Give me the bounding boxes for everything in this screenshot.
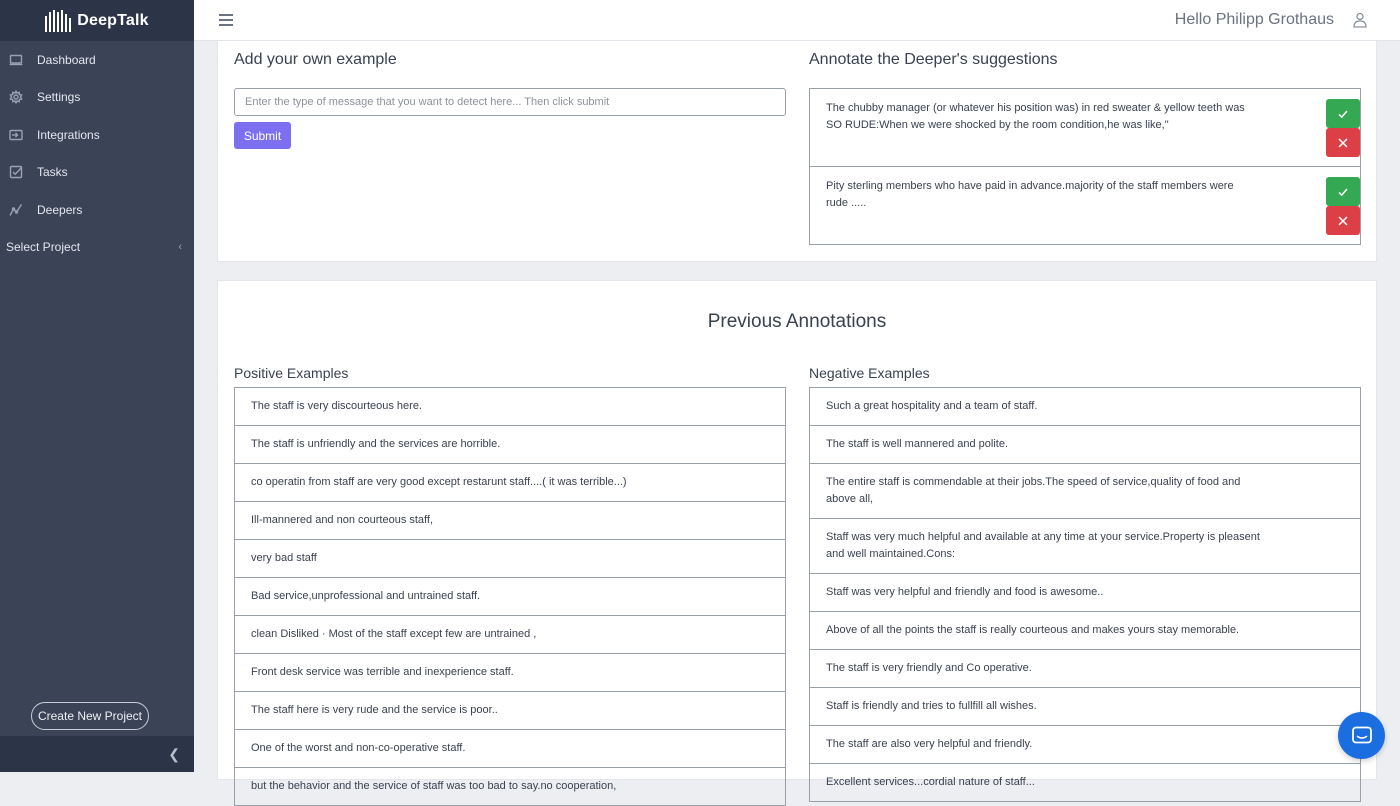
annotation-card [217, 41, 1377, 262]
list-item: Above of all the points the staff is really courteous and makes yours stay memorable. [810, 612, 1360, 650]
list-item: Ill-mannered and non courteous staff, [235, 502, 785, 540]
list-item: Staff was very helpful and friendly and food is awesome.. [810, 574, 1360, 612]
list-item: The staff is unfriendly and the services are horrible. [235, 426, 785, 464]
gear-icon [9, 90, 23, 104]
sidebar-item-deepers[interactable] [0, 191, 194, 229]
accept-suggestion-button[interactable] [1326, 177, 1360, 206]
list-item: The staff is very friendly and Co operative. [810, 650, 1360, 688]
hamburger-menu-icon[interactable] [219, 14, 233, 26]
list-item: Such a great hospitality and a team of staff. [810, 388, 1360, 426]
suggestion-text: Pity sterling members who have paid in advance.majority of the staff members were rude ..... [826, 180, 1234, 209]
positive-examples-list [234, 387, 786, 806]
suggestion-item [810, 167, 1360, 244]
list-item: The staff are also very helpful and friendly. [810, 726, 1360, 764]
list-item: The staff is very discourteous here. [235, 388, 785, 426]
user-icon[interactable] [1353, 12, 1367, 28]
sidebar [0, 0, 194, 772]
list-item: clean Disliked · Most of the staff except few are untrained , [235, 616, 785, 654]
reject-suggestion-button[interactable] [1326, 128, 1360, 157]
app-logo[interactable] [0, 0, 194, 41]
chevron-left-icon: ‹ [178, 241, 182, 253]
check-icon [1338, 187, 1348, 197]
sidebar-item-label: Integrations [37, 127, 100, 142]
sidebar-item-integrations[interactable] [0, 116, 194, 154]
submit-button[interactable]: Submit [234, 122, 291, 149]
close-icon [1338, 216, 1348, 226]
sidebar-item-label: Deepers [37, 202, 83, 217]
suggestion-text: The chubby manager (or whatever his position was) in red sweater & yellow teeth was SO RUDE:When we were shocked by the room condition,he was like," [826, 102, 1245, 131]
list-item: Front desk service was terrible and inexperience staff. [235, 654, 785, 692]
check-icon [1338, 109, 1348, 119]
list-item: The staff here is very rude and the service is poor.. [235, 692, 785, 730]
checkbox-icon [9, 165, 23, 179]
list-item: Bad service,unprofessional and untrained staff. [235, 578, 785, 616]
chat-icon [1351, 726, 1373, 746]
example-input[interactable] [234, 88, 786, 116]
sidebar-item-settings[interactable] [0, 79, 194, 117]
sidebar-collapse-button[interactable] [0, 736, 194, 772]
list-item: Excellent services...cordial nature of staff... [810, 764, 1360, 802]
list-item: very bad staff [235, 540, 785, 578]
sidebar-item-label: Tasks [37, 165, 68, 180]
list-item: The staff is well mannered and polite. [810, 426, 1360, 464]
chevron-left-icon: ❮ [168, 745, 180, 762]
line-chart-icon [9, 203, 23, 217]
positive-examples-title: Positive Examples [234, 365, 349, 381]
previous-annotations-title: Previous Annotations [707, 311, 887, 332]
suggestion-item [810, 89, 1360, 167]
select-project-label: Select Project [6, 240, 81, 254]
list-item: co operatin from staff are very good except restarunt staff....( it was terrible...) [235, 464, 785, 502]
own-example-title: Add your own example [234, 51, 397, 68]
select-project-toggle[interactable] [0, 229, 194, 266]
close-icon [1338, 138, 1348, 148]
suggestions-list [809, 88, 1361, 245]
list-item: Staff is friendly and tries to fullfill all wishes. [810, 688, 1360, 726]
negative-examples-title: Negative Examples [809, 365, 930, 381]
sidebar-item-tasks[interactable] [0, 154, 194, 192]
list-item: One of the worst and non-co-operative staff. [235, 730, 785, 768]
create-new-project-button[interactable]: Create New Project [31, 702, 149, 730]
negative-examples-list [809, 387, 1361, 802]
sidebar-item-dashboard[interactable] [0, 41, 194, 79]
list-item: but the behavior and the service of staff was too bad to say.no cooperation, [235, 768, 785, 806]
reject-suggestion-button[interactable] [1326, 206, 1360, 235]
top-bar [194, 0, 1400, 41]
sidebar-item-label: Settings [37, 90, 81, 105]
user-greeting: Hello Philipp Grothaus [1174, 11, 1334, 28]
app-name: DeepTalk [77, 11, 149, 29]
accept-suggestion-button[interactable] [1326, 99, 1360, 128]
chat-launcher-button[interactable] [1338, 712, 1385, 759]
annotate-title: Annotate the Deeper's suggestions [809, 51, 1058, 68]
previous-annotations-card [217, 280, 1377, 792]
list-item: Staff was very much helpful and available at any time at your service.Property is pleasent and well maintained.Cons: [810, 519, 1360, 574]
sidebar-item-label: Dashboard [37, 52, 96, 67]
monitor-icon [9, 53, 23, 67]
list-item: The entire staff is commendable at their jobs.The speed of service,quality of food and above all, [810, 464, 1360, 519]
logo-mark-icon [45, 10, 71, 32]
sign-in-icon [9, 128, 23, 142]
